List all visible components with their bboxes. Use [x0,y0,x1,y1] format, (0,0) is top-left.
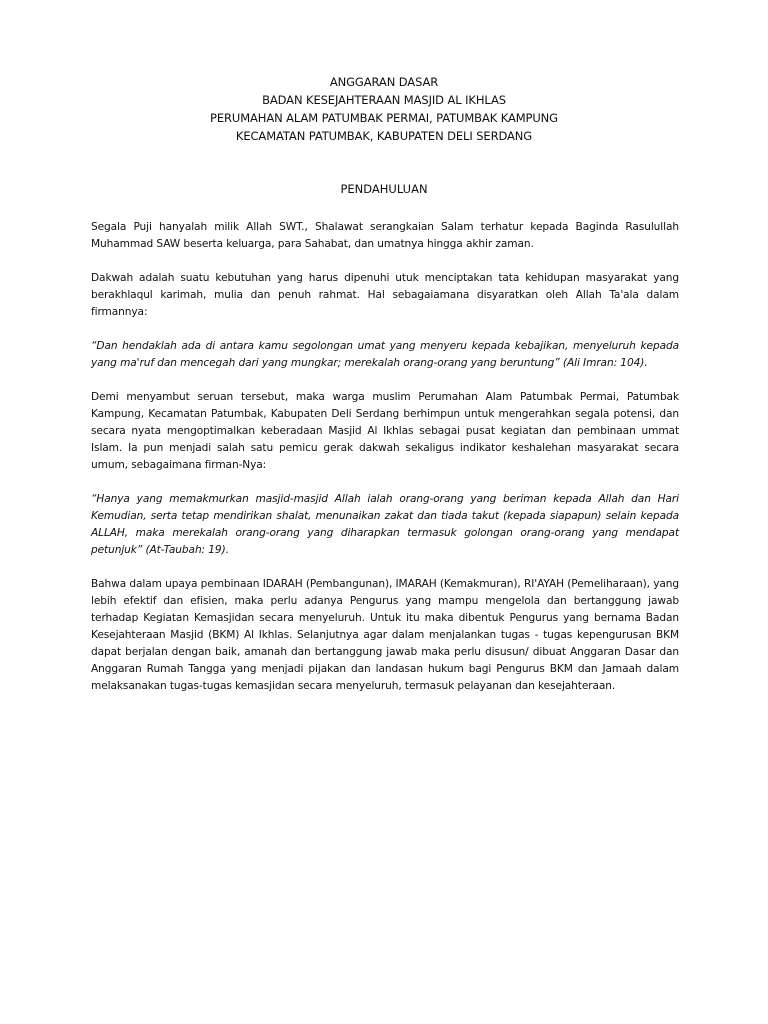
quote-at-taubah: “Hanya yang memakmurkan masjid-masjid Allah ialah orang-orang yang beriman kepada Allah dan Hari Kemudian, serta tetap mendirikan shalat, menunaikan zakat dan tiada takut (kepada siapapun) selain kepada ALLAH, maka merekalah orang-orang yang diharapkan termasuk golongan orang-orang yang mendapat petunjuk” (At-Taubah: 19). [91,493,679,556]
header-title: ANGGARAN DASAR [329,75,439,89]
quote-ali-imran: “Dan hendaklah ada di antara kamu segolongan umat yang menyeru kepada kebajikan, menyeluruh kepada yang ma'ruf dan mencegah dari yang mungkar; merekalah orang-orang yang beruntung” (Ali Imran: 104). [91,340,679,369]
header-organization: BADAN KESEJAHTERAAN MASJID AL IKHLAS [262,93,506,107]
document-body [91,219,679,695]
paragraph-dakwah: Dakwah adalah suatu kebutuhan yang harus dipenuhi utuk menciptakan tata kehidupan masyarakat yang berakhlaqul karimah, mulia dan penuh rahmat. Hal sebagaiamana disyaratkan oleh Allah Ta'ala dalam firmannya: [91,272,679,318]
paragraph-management: Bahwa dalam upaya pembinaan IDARAH (Pembangunan), IMARAH (Kemakmuran), RI'AYAH (Pemeliharaan), yang lebih efektif dan efisien, maka perlu adanya Pengurus yang mampu mengelola dan bertanggung jawab terhadap Kegiatan Kemasjidan secara menyeluruh. Untuk itu maka dibentuk Pengurus yang bernama Badan Kesejahteraan Masjid (BKM) Al Ikhlas. Selanjutnya agar dalam menjalankan tugas - tugas kepengurusan BKM dapat berjalan dengan baik, amanah dan bertanggung jawab maka perlu disusun/ dibuat Anggaran Dasar dan Anggaran Rumah Tangga yang menjadi pijakan dan landasan hukum bagi Pengurus BKM dan Jamaah dalam melaksanakan tugas-tugas kemasjidan secara menyeluruh, termasuk pelayanan dan kesejahteraan. [91,578,679,692]
paragraph-praise: Segala Puji hanyalah milik Allah SWT., Shalawat serangkaian Salam terhatur kepada Baginda Rasulullah Muhammad SAW beserta keluarga, para Sahabat, dan umatnya hingga akhir zaman. [91,221,679,250]
paragraph-community: Demi menyambut seruan tersebut, maka warga muslim Perumahan Alam Patumbak Permai, Patumbak Kampung, Kecamatan Patumbak, Kabupaten Deli Serdang berhimpun untuk mengerahkan segala potensi, dan secara nyata mengoptimalkan keberadaan Masjid Al Ikhlas sebagai pusat kegiatan dan pembinaan ummat Islam. Ia pun menjadi salah satu pemicu gerak dakwah sekaligus indikator keshalehan masyarakat secara umum, sebagaimana firman-Nya: [91,391,679,471]
document-header [0,73,768,145]
header-district: KECAMATAN PATUMBAK, KABUPATEN DELI SERDANG [235,129,533,143]
section-title: PENDAHULUAN [340,182,428,196]
header-location: PERUMAHAN ALAM PATUMBAK PERMAI, PATUMBAK KAMPUNG [209,111,558,125]
